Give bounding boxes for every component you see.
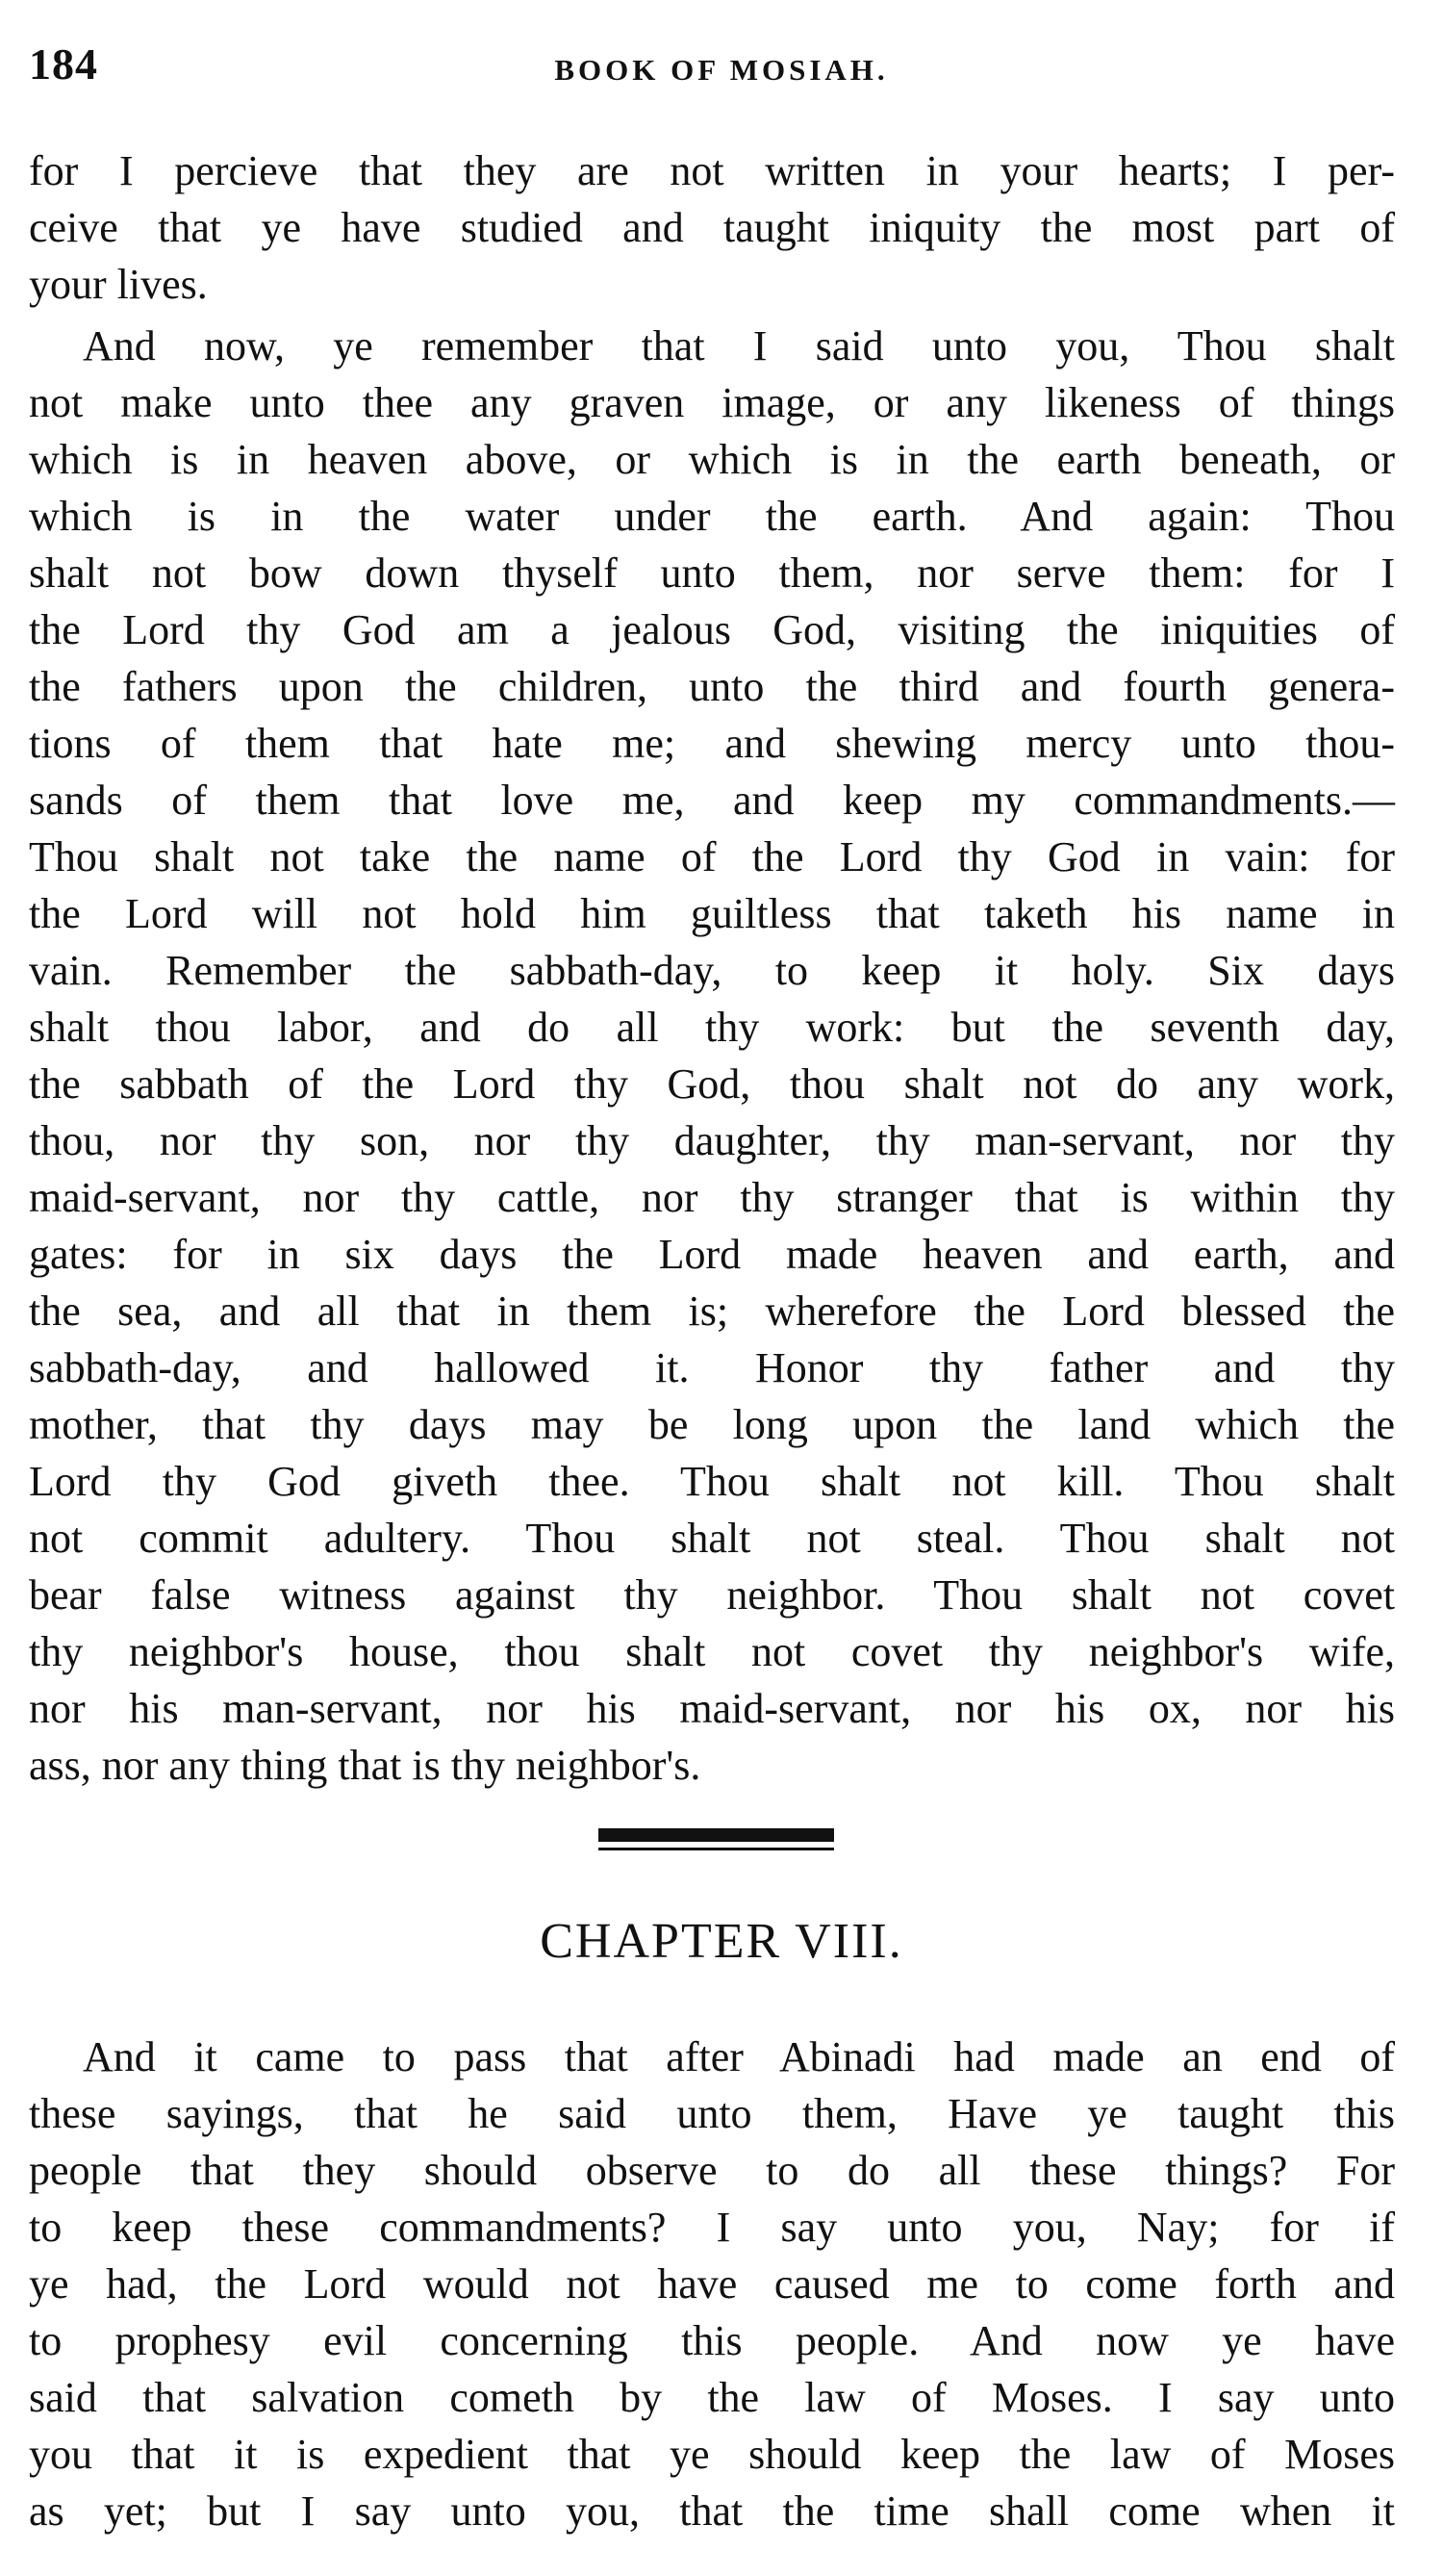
text-line: And it came to pass that after Abinadi had made an end of: [83, 2033, 1395, 2080]
text-line: said that salvation cometh by the law of Moses. I say unto: [29, 2374, 1395, 2421]
text-line: thou, nor thy son, nor thy daughter, thy man-servant, nor thy: [29, 1117, 1395, 1164]
text-line: not commit adultery. Thou shalt not steal. Thou shalt not: [29, 1515, 1395, 1562]
text-line: shalt thou labor, and do all thy work: but the seventh day,: [29, 1004, 1395, 1051]
text-line: ye had, the Lord would not have caused me to come forth and: [29, 2260, 1395, 2308]
text-line: your lives.: [29, 261, 208, 308]
text-line: Lord thy God giveth thee. Thou shalt not kill. Thou shalt: [29, 1458, 1395, 1505]
text-line: mother, that thy days may be long upon the land which the: [29, 1401, 1395, 1448]
text-line: tions of them that hate me; and shewing mercy unto thou-: [29, 720, 1395, 767]
text-line: thy neighbor's house, thou shalt not covet thy neighbor's wife,: [29, 1628, 1395, 1675]
text-line: the sea, and all that in them is; wherefore the Lord blessed the: [29, 1288, 1395, 1335]
text-line: vain. Remember the sabbath-day, to keep it holy. Six days: [29, 947, 1395, 994]
text-line: ass, nor any thing that is thy neighbor's.: [29, 1742, 701, 1789]
text-line: Thou shalt not take the name of the Lord thy God in vain: for: [29, 833, 1395, 880]
continuation-paragraph: [29, 142, 1395, 313]
text-line: bear false witness against thy neighbor. Thou shalt not covet: [29, 1571, 1395, 1619]
running-title: BOOK OF MOSIAH.: [554, 53, 889, 87]
text-line: not make unto thee any graven image, or any likeness of things: [29, 379, 1395, 426]
section-divider: [598, 1828, 834, 1850]
text-line: which is in the water under the earth. And again: Thou: [29, 493, 1395, 540]
commandments-paragraph: [29, 318, 1395, 1794]
text-line: the Lord will not hold him guiltless that taketh his name in: [29, 890, 1395, 937]
text-line: And now, ye remember that I said unto you, Thou shalt: [83, 322, 1395, 370]
text-line: for I percieve that they are not written in your hearts; I per-: [29, 147, 1395, 194]
text-line: nor his man-servant, nor his maid-servant, nor his ox, nor his: [29, 1685, 1395, 1732]
text-line: as yet; but I say unto you, that the time shall come when it: [29, 2487, 1395, 2535]
text-line: sands of them that love me, and keep my commandments.—: [29, 777, 1395, 824]
text-line: you that it is expedient that ye should keep the law of Moses: [29, 2431, 1395, 2478]
page-number: 184: [29, 39, 98, 89]
divider-thick-bar: [598, 1828, 834, 1842]
text-line: the Lord thy God am a jealous God, visiting the iniquities of: [29, 606, 1395, 653]
chapter-paragraph: [29, 2028, 1395, 2539]
text-line: ceive that ye have studied and taught iniquity the most part of: [29, 204, 1395, 251]
text-line: sabbath-day, and hallowed it. Honor thy father and thy: [29, 1344, 1395, 1391]
text-line: these sayings, that he said unto them, Have ye taught this: [29, 2090, 1395, 2137]
text-line: shalt not bow down thyself unto them, nor serve them: for I: [29, 549, 1395, 597]
text-line: maid-servant, nor thy cattle, nor thy stranger that is within thy: [29, 1174, 1395, 1221]
text-line: to prophesy evil concerning this people. And now ye have: [29, 2317, 1395, 2364]
text-line: people that they should observe to do all these things? For: [29, 2147, 1395, 2194]
text-line: which is in heaven above, or which is in the earth beneath, or: [29, 436, 1395, 483]
text-line: the fathers upon the children, unto the third and fourth genera-: [29, 663, 1395, 710]
text-line: to keep these commandments? I say unto you, Nay; for if: [29, 2204, 1395, 2251]
text-line: the sabbath of the Lord thy God, thou shalt not do any work,: [29, 1060, 1395, 1108]
divider-thin-bar: [598, 1848, 834, 1850]
text-line: gates: for in six days the Lord made heaven and earth, and: [29, 1231, 1395, 1278]
chapter-title: CHAPTER VIII.: [540, 1914, 903, 1969]
